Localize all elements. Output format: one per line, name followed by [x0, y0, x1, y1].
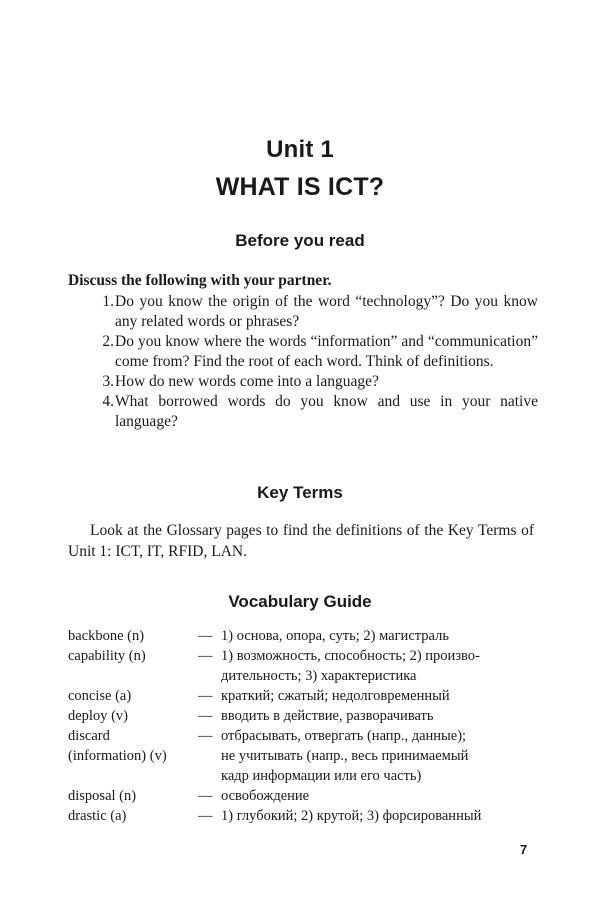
vocabulary-term: discard [68, 728, 110, 744]
definition-continuation: дительность; 3) характеристика [221, 668, 417, 684]
vocabulary-entry-continuation [68, 766, 538, 786]
vocabulary-entry [68, 726, 538, 746]
vocabulary-term: disposal (n) [68, 788, 137, 804]
vocabulary-dash: — [198, 708, 213, 724]
vocabulary-list [68, 626, 538, 826]
vocabulary-definition: краткий; сжатый; недолговременный [221, 688, 450, 704]
vocabulary-term: (information) (v) [68, 748, 167, 764]
question-text: Do you know the origin of the word “technology”? Do you know any related words or phrases? [115, 293, 538, 330]
question-item [68, 372, 538, 392]
question-number: 4. [102, 393, 114, 410]
question-number: 3. [102, 373, 114, 390]
vocabulary-term: deploy (v) [68, 708, 128, 724]
vocabulary-term: drastic (a) [68, 808, 127, 824]
definition-line: 1) возможность, способность; 2) произво- [221, 648, 480, 664]
vocabulary-entry [68, 786, 538, 806]
unit-number: Unit 1 [266, 136, 334, 163]
vocabulary-term: backbone (n) [68, 628, 145, 644]
vocabulary-entry-continuation [68, 666, 538, 686]
question-item [68, 332, 538, 372]
vocabulary-entry [68, 706, 538, 726]
key-terms-paragraph: Look at the Glossary pages to find the definitions of the Key Terms of Unit 1: ICT, IT, RFID, LAN. [68, 522, 534, 560]
definition-line: 1) основа, опора, суть; 2) магистраль [221, 628, 449, 644]
vocabulary-definition: не учитывать (напр., весь принимаемый [221, 748, 469, 764]
question-text: How do new words come into a language? [115, 373, 379, 390]
vocabulary-guide-heading: Vocabulary Guide [228, 592, 372, 611]
before-you-read-heading: Before you read [235, 231, 365, 250]
vocabulary-term: concise (a) [68, 688, 132, 704]
vocabulary-dash: — [198, 728, 213, 744]
question-number: 1. [102, 293, 114, 310]
page-number: 7 [520, 842, 528, 857]
vocabulary-dash: — [198, 808, 213, 824]
key-terms-heading: Key Terms [257, 483, 343, 502]
vocabulary-definition [221, 646, 538, 666]
question-item [68, 292, 538, 332]
vocabulary-entry [68, 806, 538, 826]
vocabulary-definition [221, 626, 538, 646]
vocabulary-definition: вводить в действие, разворачивать [221, 708, 434, 724]
vocabulary-entry [68, 686, 538, 706]
vocabulary-entry [68, 746, 538, 766]
vocabulary-definition: освобождение [221, 788, 310, 804]
discussion-instruction: Discuss the following with your partner. [68, 272, 332, 289]
question-text: What borrowed words do you know and use in your native language? [115, 393, 538, 430]
question-list [68, 292, 538, 432]
vocabulary-definition: отбрасывать, отвергать (напр., данные); [221, 728, 467, 744]
vocabulary-dash: — [198, 648, 213, 664]
question-number: 2. [102, 333, 114, 350]
definition-continuation: кадр информации или его часть) [221, 768, 422, 784]
question-item [68, 392, 538, 432]
vocabulary-dash: — [198, 788, 213, 804]
unit-title: WHAT IS ICT? [215, 173, 385, 201]
vocabulary-term: capability (n) [68, 648, 146, 664]
vocabulary-entry [68, 626, 538, 646]
question-text: Do you know where the words “information” and “communication” come from? Find the root of each word. Think of definitions. [115, 333, 538, 370]
vocabulary-dash: — [198, 628, 213, 644]
vocabulary-dash: — [198, 688, 213, 704]
vocabulary-dash [198, 746, 221, 766]
vocabulary-definition: 1) глубокий; 2) крутой; 3) форсированный [221, 808, 482, 824]
vocabulary-entry [68, 646, 538, 666]
